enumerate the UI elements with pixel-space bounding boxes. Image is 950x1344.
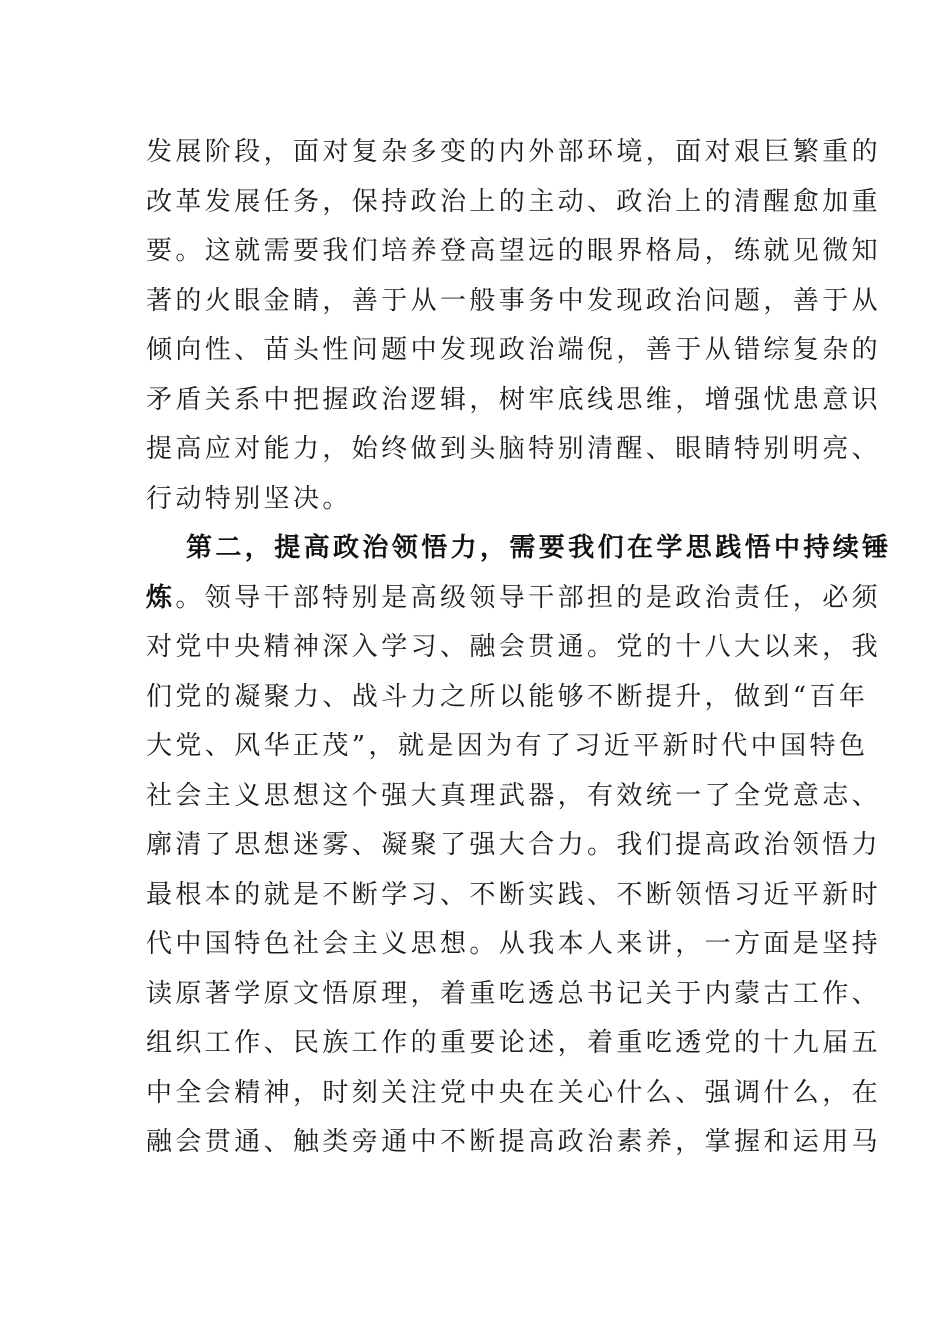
paragraph-2 [146, 524, 892, 1168]
text-line: 大党、风华正茂”，就是因为有了习近平新时代中国特色 [146, 731, 869, 761]
text-line: 改革发展任务，保持政治上的主动、政治上的清醒愈加重 [146, 186, 882, 217]
text-line: 最根本的就是不断学习、不断实践、不断领悟习近平新时 [146, 879, 882, 910]
text-line: 们党的凝聚力、战斗力之所以能够不断提升，做到“百年 [146, 681, 869, 712]
text-line: 要。这就需要我们培养登高望远的眼界格局，练就见微知 [146, 236, 882, 266]
text-line: 代中国特色社会主义思想。从我本人来讲，一方面是坚持 [146, 929, 882, 959]
text-line: 组织工作、民族工作的重要论述，着重吃透党的十九届五 [146, 1028, 882, 1058]
text-line: 廓清了思想迷雾、凝聚了强大合力。我们提高政治领悟力 [146, 830, 882, 860]
text-line: 发展阶段，面对复杂多变的内外部环境，面对艰巨繁重的 [146, 137, 882, 167]
text-line: 中全会精神，时刻关注党中央在关心什么、强调什么，在 [146, 1077, 882, 1108]
text-line: 社会主义思想这个强大真理武器，有效统一了全党意志、 [146, 780, 882, 811]
text-line-rest: 。领导干部特别是高级领导干部担的是政治责任，必须 [175, 582, 882, 613]
text-line: 矛盾关系中把握政治逻辑，树牢底线思维，增强忧患意识 [146, 384, 882, 415]
text-line: 倾向性、苗头性问题中发现政治端倪，善于从错综复杂的 [146, 335, 882, 365]
text-line: 读原著学原文悟原理，着重吃透总书记关于内蒙古工作、 [146, 978, 882, 1009]
text-line: 对党中央精神深入学习、融会贯通。党的十八大以来，我 [146, 632, 882, 662]
section-heading-tail: 炼 [146, 582, 176, 613]
section-heading: 第二，提高政治领悟力，需要我们在学思践悟中持续锤 [186, 533, 892, 563]
text-line: 著的火眼金睛，善于从一般事务中发现政治问题，善于从 [146, 285, 882, 316]
text-line: 提高应对能力，始终做到头脑特别清醒、眼睛特别明亮、 [146, 434, 882, 464]
paragraph-1 [146, 128, 882, 524]
text-line: 行动特别坚决。 [146, 483, 352, 514]
text-line [146, 574, 882, 624]
document-body [146, 128, 892, 1168]
text-line: 融会贯通、触类旁通中不断提高政治素养，掌握和运用马 [146, 1127, 882, 1157]
